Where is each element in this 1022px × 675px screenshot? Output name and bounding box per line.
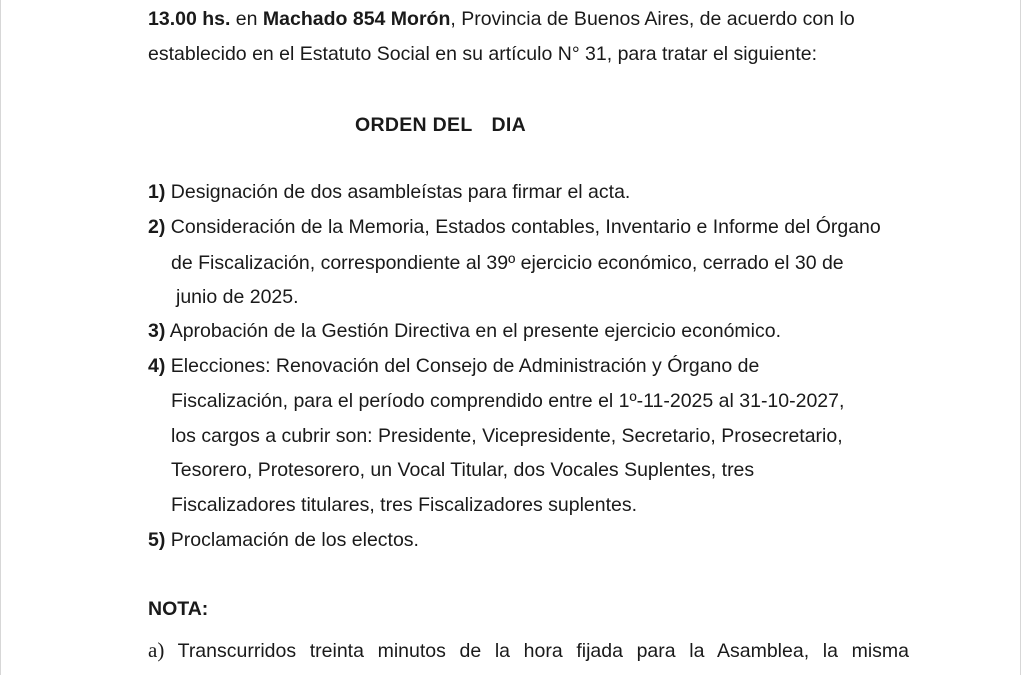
agenda-item-1	[148, 180, 630, 204]
agenda-item-4	[148, 354, 759, 378]
agenda-item-text: Elecciones: Renovación del Consejo de Administración y Órgano de	[170, 355, 760, 377]
agenda-item-3	[148, 319, 781, 343]
agenda-item-4-line-3: los cargos a cubrir son: Presidente, Vicepresidente, Secretario, Prosecretario,	[171, 425, 843, 447]
intro-text-1: en	[230, 8, 263, 30]
agenda-item-4-line-5: Fiscalizadores titulares, tres Fiscalizadores suplentes.	[171, 494, 638, 516]
agenda-item-text: Aprobación de la Gestión Directiva en el presente ejercicio económico.	[169, 320, 782, 342]
page-right-edge	[1020, 0, 1021, 675]
agenda-item-2-line-2: de Fiscalización, correspondiente al 39º ejercicio económico, cerrado el 30 de	[171, 252, 844, 274]
meeting-time: 13.00 hs.	[148, 8, 231, 30]
meeting-address: Machado 854 Morón	[262, 8, 451, 30]
nota-item-a	[148, 638, 909, 663]
agenda-item-2	[148, 215, 881, 239]
agenda-title-part-2: DIA	[491, 114, 527, 136]
intro-text-2: , Provincia de Buenos Aires, de acuerdo con lo	[450, 8, 855, 30]
agenda-item-5	[148, 528, 419, 552]
nota-item-a-text: Transcurridos treinta minutos de la hora fijada para la Asamblea, la misma	[177, 640, 909, 662]
agenda-item-number: 4)	[148, 355, 166, 377]
agenda-item-number: 2)	[148, 216, 166, 238]
nota-item-a-label: a)	[148, 638, 165, 662]
agenda-item-number: 1)	[148, 181, 166, 203]
nota-title: NOTA:	[148, 598, 209, 620]
intro-line-1	[148, 7, 855, 31]
agenda-title	[355, 113, 526, 137]
agenda-item-2-line-3: junio de 2025.	[176, 286, 299, 308]
page-left-edge	[0, 0, 1, 675]
agenda-item-text: Consideración de la Memoria, Estados contables, Inventario e Informe del Órgano	[170, 216, 881, 238]
agenda-item-number: 3)	[148, 320, 166, 342]
agenda-item-number: 5)	[148, 529, 166, 551]
intro-line-2: establecido en el Estatuto Social en su artículo N° 31, para tratar el siguiente:	[148, 43, 818, 65]
agenda-item-text: Proclamación de los electos.	[170, 529, 419, 551]
agenda-item-4-line-2: Fiscalización, para el período comprendido entre el 1º-11-2025 al 31-10-2027,	[171, 390, 845, 412]
agenda-item-4-line-4: Tesorero, Protesorero, un Vocal Titular, dos Vocales Suplentes, tres	[171, 459, 755, 481]
agenda-title-part-1: ORDEN DEL	[355, 114, 473, 136]
agenda-item-text: Designación de dos asambleístas para firmar el acta.	[170, 181, 631, 203]
